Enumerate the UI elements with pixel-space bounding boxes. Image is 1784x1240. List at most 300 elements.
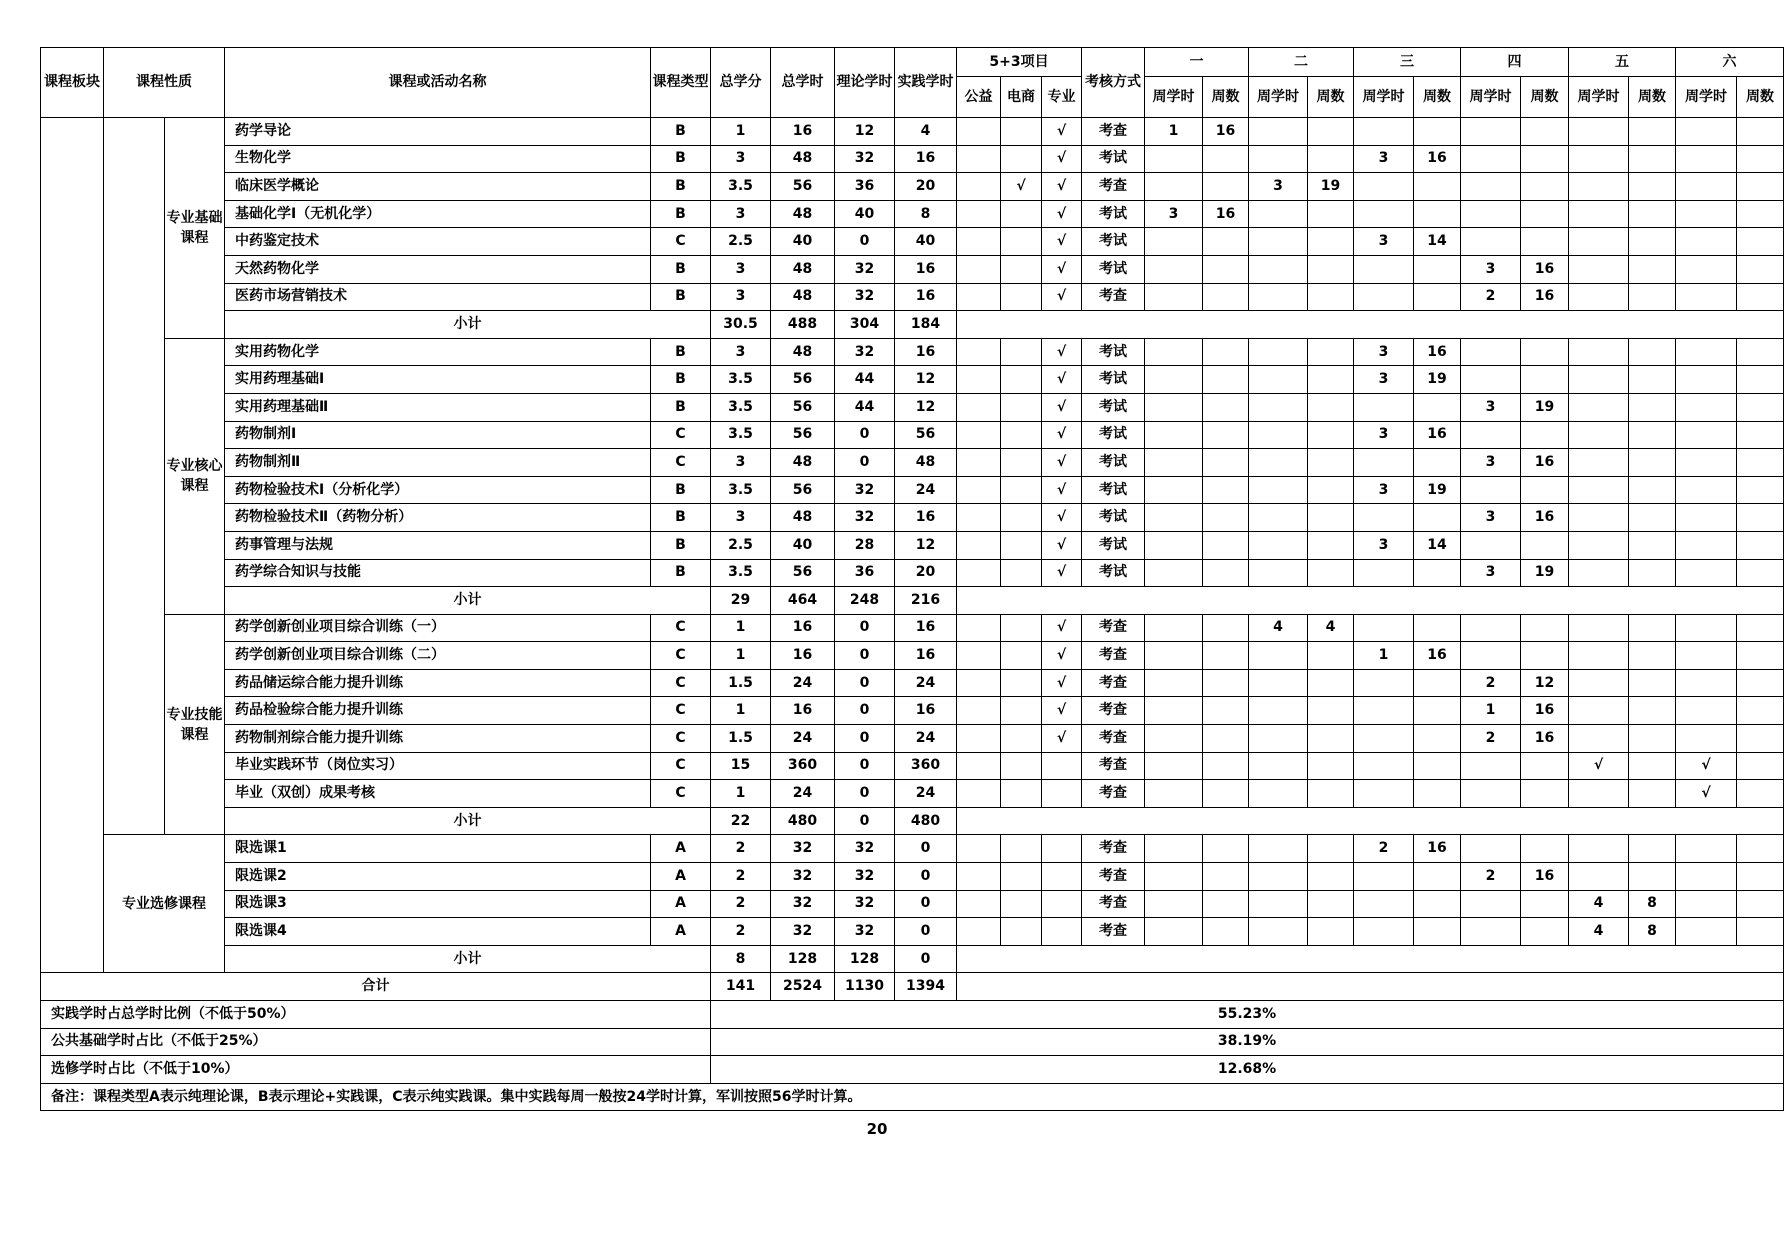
semester-weeks [1308,449,1354,477]
semester-weeks [1414,283,1461,311]
semester-weeks [1414,752,1461,780]
course-total-hours: 24 [771,669,835,697]
semester-weeks [1629,725,1676,753]
semester-weekly-hours [1354,393,1414,421]
semester-weekly-hours [1354,863,1414,891]
semester-weekly-hours [1569,228,1629,256]
semester-weeks [1308,338,1354,366]
course-name: 药事管理与法规 [225,531,651,559]
semester-weeks [1737,752,1784,780]
semester-weekly-hours [1676,863,1737,891]
subtotal-practice-hours: 0 [895,945,957,973]
semester-weekly-hours [1676,421,1737,449]
course-credits: 3.5 [711,173,771,201]
course-practice-hours: 360 [895,752,957,780]
semester-weeks [1521,173,1569,201]
semester-weekly-hours: √ [1676,752,1737,780]
semester-weeks [1414,449,1461,477]
semester-weekly-hours [1569,504,1629,532]
semester-weeks [1737,559,1784,587]
semester-weekly-hours [1461,835,1521,863]
course-practice-hours: 20 [895,173,957,201]
course-assess: 考查 [1082,890,1145,918]
course-credits: 15 [711,752,771,780]
course-name: 药物检验技术Ⅱ（药物分析） [225,504,651,532]
semester-weeks [1737,393,1784,421]
project-dianshang-mark [1001,118,1042,146]
course-practice-hours: 20 [895,559,957,587]
course-practice-hours: 16 [895,255,957,283]
semester-weekly-hours [1145,918,1203,946]
semester-weekly-hours [1461,228,1521,256]
course-type: B [651,504,711,532]
course-total-hours: 48 [771,504,835,532]
subtotal-row [41,587,1784,615]
course-theory-hours: 32 [835,863,895,891]
semester-weeks [1629,393,1676,421]
course-name: 实用药物化学 [225,338,651,366]
project-zhuanye-mark: √ [1042,559,1082,587]
semester-weekly-hours [1145,421,1203,449]
semester-weeks [1203,449,1249,477]
course-nature-cell [104,118,165,835]
subtotal-blank [957,807,1784,835]
semester-weekly-hours: 4 [1569,890,1629,918]
semester-weeks [1737,890,1784,918]
project-gongyi-mark [957,421,1001,449]
course-credits: 3 [711,255,771,283]
semester-weekly-hours: 3 [1354,421,1414,449]
semester-weeks [1203,366,1249,394]
table-row [41,118,1784,146]
semester-weeks [1629,559,1676,587]
course-assess: 考试 [1082,228,1145,256]
course-name: 药品储运综合能力提升训练 [225,669,651,697]
semester-weeks [1414,559,1461,587]
semester-weekly-hours: 2 [1461,283,1521,311]
semester-weekly-hours: 3 [1249,173,1308,201]
subtotal-row [41,311,1784,339]
course-assess: 考试 [1082,366,1145,394]
semester-weekly-hours [1354,173,1414,201]
semester-weekly-hours [1249,366,1308,394]
course-name: 药物制剂I [225,421,651,449]
semester-weeks [1308,118,1354,146]
semester-weeks [1629,338,1676,366]
semester-weekly-hours [1354,725,1414,753]
subtotal-credits: 30.5 [711,311,771,339]
semester-weekly-hours [1569,366,1629,394]
semester-weeks [1414,393,1461,421]
header-name: 课程或活动名称 [225,48,651,118]
project-zhuanye-mark: √ [1042,504,1082,532]
semester-weekly-hours [1569,669,1629,697]
project-zhuanye-mark: √ [1042,366,1082,394]
project-zhuanye-mark: √ [1042,255,1082,283]
semester-weekly-hours: 3 [1354,366,1414,394]
semester-weekly-hours [1676,559,1737,587]
semester-weeks: 16 [1414,835,1461,863]
semester-weeks [1629,531,1676,559]
semester-weeks [1737,669,1784,697]
course-name: 实用药理基础I [225,366,651,394]
semester-weekly-hours [1145,255,1203,283]
semester-weekly-hours [1354,559,1414,587]
semester-weekly-hours [1249,697,1308,725]
course-total-hours: 56 [771,173,835,201]
course-name: 药学导论 [225,118,651,146]
project-dianshang-mark [1001,476,1042,504]
course-theory-hours: 36 [835,173,895,201]
course-credits: 2 [711,835,771,863]
semester-weekly-hours [1249,255,1308,283]
semester-weekly-hours [1249,863,1308,891]
project-zhuanye-mark [1042,780,1082,808]
semester-weeks: 4 [1308,614,1354,642]
course-name: 药物检验技术I（分析化学） [225,476,651,504]
semester-weekly-hours [1676,366,1737,394]
course-total-hours: 24 [771,725,835,753]
semester-weekly-hours [1145,890,1203,918]
project-gongyi-mark [957,173,1001,201]
course-practice-hours: 0 [895,918,957,946]
semester-weekly-hours [1145,366,1203,394]
semester-weekly-hours [1676,531,1737,559]
group-label: 专业核心课程 [165,338,225,614]
course-theory-hours: 0 [835,642,895,670]
course-practice-hours: 56 [895,421,957,449]
course-total-hours: 360 [771,752,835,780]
semester-weeks [1737,228,1784,256]
course-type: C [651,421,711,449]
semester-weeks [1203,559,1249,587]
project-zhuanye-mark: √ [1042,200,1082,228]
semester-weekly-hours [1354,669,1414,697]
semester-weekly-hours [1676,918,1737,946]
note-row [41,1083,1784,1111]
course-credits: 1 [711,118,771,146]
course-practice-hours: 0 [895,890,957,918]
header-weekly-hours: 周学时 [1145,77,1203,118]
header-theory-hours: 理论学时 [835,48,895,118]
table-row [41,531,1784,559]
course-type: A [651,890,711,918]
semester-weeks [1203,642,1249,670]
course-theory-hours: 32 [835,255,895,283]
project-dianshang-mark [1001,890,1042,918]
course-total-hours: 48 [771,200,835,228]
semester-weeks [1629,476,1676,504]
course-assess: 考查 [1082,697,1145,725]
semester-weeks [1203,669,1249,697]
course-total-hours: 48 [771,449,835,477]
course-name: 药物制剂Ⅱ [225,449,651,477]
course-type: B [651,559,711,587]
header-nature: 课程性质 [104,48,225,118]
project-zhuanye-mark [1042,752,1082,780]
semester-weekly-hours [1569,531,1629,559]
semester-weekly-hours [1249,918,1308,946]
semester-weekly-hours: 3 [1461,449,1521,477]
project-gongyi-mark [957,531,1001,559]
course-theory-hours: 0 [835,752,895,780]
project-dianshang-mark [1001,752,1042,780]
project-zhuanye-mark: √ [1042,118,1082,146]
course-credits: 3.5 [711,421,771,449]
course-theory-hours: 0 [835,614,895,642]
semester-weekly-hours [1145,228,1203,256]
semester-weekly-hours [1145,614,1203,642]
course-name: 中药鉴定技术 [225,228,651,256]
semester-weeks: 8 [1629,918,1676,946]
course-block-cell [41,118,104,973]
course-credits: 1 [711,642,771,670]
semester-weeks [1414,725,1461,753]
header-semester-1: 一 [1145,48,1249,77]
semester-weeks: 12 [1521,669,1569,697]
semester-weekly-hours: 2 [1461,669,1521,697]
note-text: 备注：课程类型A表示纯理论课，B表示理论+实践课，C表示纯实践课。集中实践每周一般按24学时计算，军训按照56学时计算。 [41,1083,1784,1111]
semester-weeks [1414,669,1461,697]
semester-weeks [1203,752,1249,780]
semester-weekly-hours [1461,338,1521,366]
course-theory-hours: 36 [835,559,895,587]
semester-weeks [1414,780,1461,808]
course-theory-hours: 12 [835,118,895,146]
semester-weeks: 19 [1521,559,1569,587]
semester-weeks [1308,476,1354,504]
course-total-hours: 32 [771,918,835,946]
ratio-row [41,1001,1784,1029]
semester-weekly-hours [1145,863,1203,891]
semester-weeks [1737,255,1784,283]
semester-weeks: 8 [1629,890,1676,918]
table-row [41,614,1784,642]
subtotal-credits: 8 [711,945,771,973]
semester-weekly-hours [1461,918,1521,946]
course-credits: 3.5 [711,366,771,394]
semester-weekly-hours [1145,338,1203,366]
course-total-hours: 32 [771,835,835,863]
table-row [41,559,1784,587]
semester-weeks [1308,752,1354,780]
semester-weekly-hours [1145,669,1203,697]
semester-weeks [1414,863,1461,891]
header-weekly-hours: 周学时 [1354,77,1414,118]
header-weeks: 周数 [1521,77,1569,118]
semester-weeks: 16 [1521,863,1569,891]
course-type: C [651,642,711,670]
semester-weeks [1737,863,1784,891]
project-zhuanye-mark: √ [1042,449,1082,477]
project-zhuanye-mark: √ [1042,173,1082,201]
project-dianshang-mark [1001,338,1042,366]
project-gongyi-mark [957,780,1001,808]
semester-weeks [1203,393,1249,421]
semester-weekly-hours: 4 [1249,614,1308,642]
project-dianshang-mark [1001,255,1042,283]
project-dianshang-mark [1001,669,1042,697]
header-weekly-hours: 周学时 [1461,77,1521,118]
semester-weekly-hours: √ [1569,752,1629,780]
project-zhuanye-mark: √ [1042,421,1082,449]
semester-weeks: 16 [1521,255,1569,283]
course-total-hours: 24 [771,780,835,808]
semester-weekly-hours [1249,531,1308,559]
course-name: 天然药物化学 [225,255,651,283]
project-gongyi-mark [957,752,1001,780]
course-type: C [651,449,711,477]
semester-weekly-hours: 1 [1354,642,1414,670]
semester-weekly-hours [1145,504,1203,532]
subtotal-label: 小计 [225,807,711,835]
course-total-hours: 32 [771,890,835,918]
course-theory-hours: 0 [835,449,895,477]
course-type: B [651,338,711,366]
semester-weekly-hours [1145,393,1203,421]
semester-weekly-hours [1249,449,1308,477]
course-assess: 考查 [1082,173,1145,201]
course-theory-hours: 0 [835,669,895,697]
subtotal-blank [957,311,1784,339]
total-credits: 141 [711,973,771,1001]
ratio-label: 选修学时占比（不低于10%） [41,1056,711,1084]
course-theory-hours: 32 [835,283,895,311]
course-type: B [651,366,711,394]
course-total-hours: 16 [771,697,835,725]
course-credits: 1.5 [711,669,771,697]
project-zhuanye-mark: √ [1042,228,1082,256]
semester-weekly-hours [1676,642,1737,670]
semester-weeks [1521,118,1569,146]
semester-weeks [1521,835,1569,863]
semester-weekly-hours [1461,614,1521,642]
project-dianshang-mark [1001,504,1042,532]
semester-weekly-hours [1354,504,1414,532]
semester-weeks [1308,393,1354,421]
semester-weeks [1521,531,1569,559]
course-theory-hours: 32 [835,145,895,173]
project-gongyi-mark [957,366,1001,394]
project-gongyi-mark [957,918,1001,946]
semester-weeks [1203,504,1249,532]
semester-weeks [1629,614,1676,642]
course-name: 毕业实践环节（岗位实习） [225,752,651,780]
semester-weeks [1203,338,1249,366]
course-practice-hours: 8 [895,200,957,228]
course-credits: 2 [711,890,771,918]
header-total-hours: 总学时 [771,48,835,118]
course-credits: 1.5 [711,725,771,753]
project-dianshang-mark [1001,366,1042,394]
project-zhuanye-mark: √ [1042,697,1082,725]
semester-weekly-hours [1249,504,1308,532]
course-type: B [651,283,711,311]
semester-weekly-hours [1354,200,1414,228]
semester-weekly-hours [1676,145,1737,173]
semester-weekly-hours [1676,173,1737,201]
course-name: 毕业（双创）成果考核 [225,780,651,808]
project-dianshang-mark [1001,200,1042,228]
course-total-hours: 40 [771,228,835,256]
header-semester-6: 六 [1676,48,1784,77]
semester-weeks [1737,476,1784,504]
project-gongyi-mark [957,669,1001,697]
course-total-hours: 32 [771,863,835,891]
semester-weeks [1308,863,1354,891]
semester-weekly-hours [1461,145,1521,173]
semester-weeks [1203,863,1249,891]
project-zhuanye-mark: √ [1042,283,1082,311]
course-theory-hours: 0 [835,697,895,725]
course-total-hours: 48 [771,145,835,173]
semester-weeks [1521,366,1569,394]
course-type: B [651,255,711,283]
project-dianshang-mark: √ [1001,173,1042,201]
total-practice-hours: 1394 [895,973,957,1001]
semester-weekly-hours [1354,697,1414,725]
semester-weeks [1203,725,1249,753]
course-practice-hours: 24 [895,669,957,697]
semester-weeks [1629,255,1676,283]
course-credits: 1 [711,614,771,642]
semester-weeks [1414,173,1461,201]
project-gongyi-mark [957,283,1001,311]
course-practice-hours: 12 [895,531,957,559]
semester-weekly-hours: 3 [1461,393,1521,421]
semester-weekly-hours [1569,118,1629,146]
semester-weekly-hours [1676,449,1737,477]
semester-weeks [1308,725,1354,753]
course-assess: 考试 [1082,559,1145,587]
course-assess: 考查 [1082,918,1145,946]
course-credits: 2 [711,918,771,946]
semester-weeks [1629,669,1676,697]
course-practice-hours: 4 [895,118,957,146]
semester-weeks [1521,890,1569,918]
project-dianshang-mark [1001,642,1042,670]
header-semester-4: 四 [1461,48,1569,77]
semester-weeks: 16 [1203,118,1249,146]
semester-weekly-hours [1569,338,1629,366]
semester-weekly-hours [1145,642,1203,670]
semester-weekly-hours: 3 [1461,255,1521,283]
course-total-hours: 40 [771,531,835,559]
course-theory-hours: 32 [835,338,895,366]
semester-weeks [1521,228,1569,256]
project-dianshang-mark [1001,863,1042,891]
semester-weekly-hours [1354,449,1414,477]
course-theory-hours: 32 [835,835,895,863]
project-dianshang-mark [1001,421,1042,449]
project-gongyi-mark [957,504,1001,532]
project-zhuanye-mark: √ [1042,393,1082,421]
semester-weeks [1414,890,1461,918]
semester-weekly-hours [1676,697,1737,725]
project-gongyi-mark [957,614,1001,642]
course-assess: 考试 [1082,145,1145,173]
project-zhuanye-mark: √ [1042,642,1082,670]
ratio-row [41,1028,1784,1056]
semester-weeks [1629,283,1676,311]
semester-weekly-hours [1676,200,1737,228]
curriculum-table [40,47,1784,1111]
subtotal-theory-hours: 0 [835,807,895,835]
course-assess: 考试 [1082,338,1145,366]
course-assess: 考查 [1082,283,1145,311]
table-row [41,200,1784,228]
total-row [41,973,1784,1001]
